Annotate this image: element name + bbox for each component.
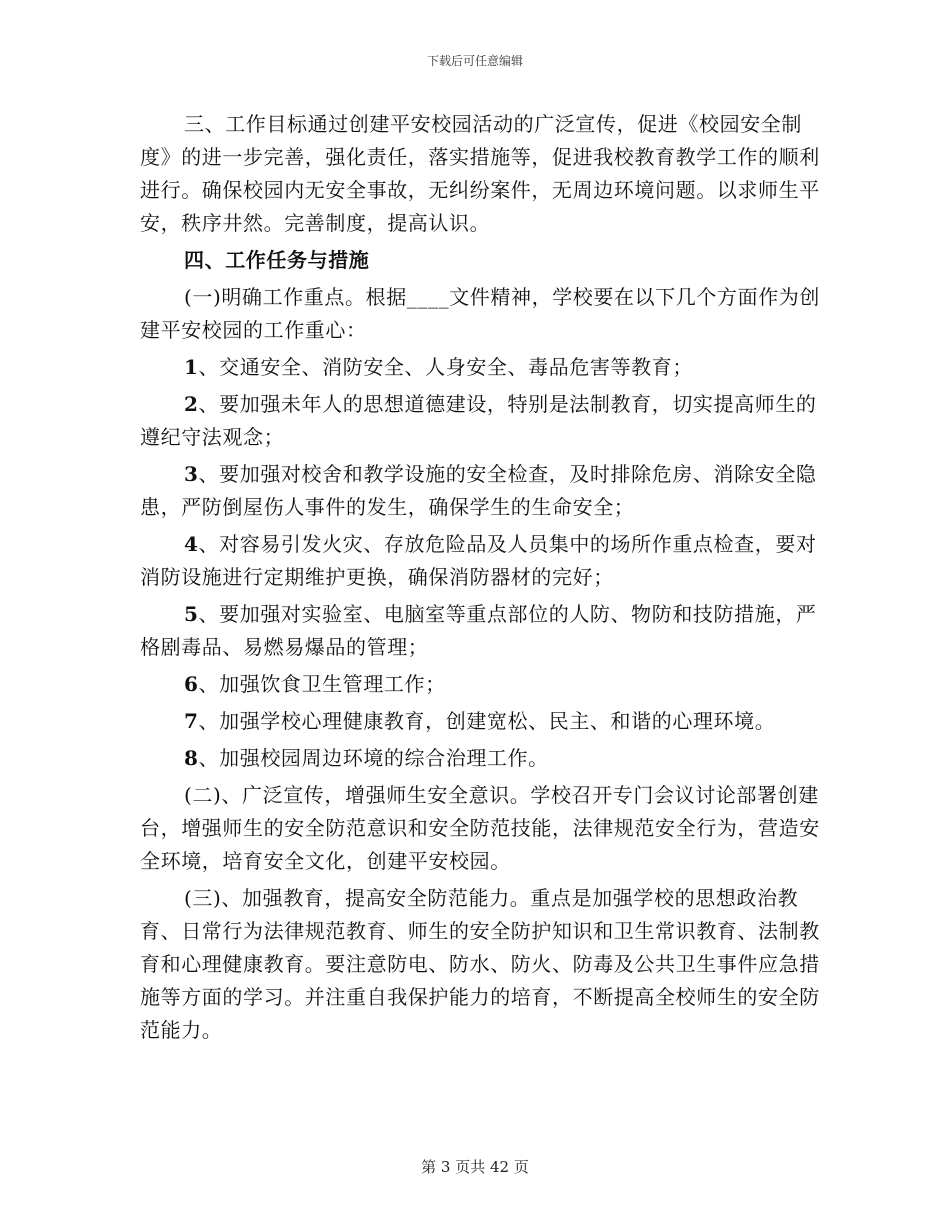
item-text: 、要加强对实验室、电脑室等重点部位的人防、物防和技防措施，严格剧毒品、易燃易爆品的管理；	[140, 602, 817, 659]
section-3-paragraph: 三、工作目标通过创建平安校园活动的广泛宣传，促进《校园安全制度》的进一步完善，强化责任，落实措施等，促进我校教育教学工作的顺利进行。确保校园内无安全事故，无纠纷案件，无周边环境问题。以求师生平安，秩序井然。完善制度，提高认识。	[140, 112, 820, 235]
page-footer: 第 3 页共 42 页	[421, 1158, 529, 1176]
page-header: 下载后可任意编辑	[426, 54, 523, 68]
item-number: 6	[184, 672, 199, 696]
item-text: 、要加强未年人的思想道德建设，特别是法制教育，切实提高师生的遵纪守法观念；	[140, 392, 817, 449]
item-number: 4	[184, 532, 199, 556]
part-2-paragraph: (二)、广泛宣传，增强师生安全意识。学校召开专门会议讨论部署创建台，增强师生的安全防范意识和安全防范技能，法律规范安全行为，营造安全环境，培育安全文化，创建平安校园。	[140, 783, 820, 873]
item-number: 2	[184, 392, 199, 416]
list-item	[140, 598, 830, 664]
item-text: 、加强饮食卫生管理工作；	[198, 672, 446, 696]
item-number: 3	[184, 462, 199, 486]
list-item	[140, 388, 830, 454]
item-text: 、交通安全、消防安全、人身安全、毒品危害等教育；	[198, 355, 693, 379]
list-item	[140, 528, 830, 594]
section-4-title: 四、工作任务与措施	[184, 248, 370, 272]
list-item	[140, 668, 830, 701]
item-number: 5	[184, 602, 199, 626]
item-number: 1	[184, 355, 199, 379]
item-text: 、对容易引发火灾、存放危险品及人员集中的场所作重点检查，要对消防设施进行定期维护更换，确保消防器材的完好；	[140, 532, 817, 589]
list-item	[140, 742, 830, 775]
item-number: 8	[184, 746, 199, 770]
document-body	[140, 108, 830, 1051]
item-text: 、要加强对校舍和教学设施的安全检查，及时排除危房、消除安全隐患，严防倒屋伤人事件的发生，确保学生的生命安全；	[140, 462, 817, 519]
item-number: 7	[184, 709, 199, 733]
part-1-intro: (一)明确工作重点。根据____文件精神，学校要在以下几个方面作为创建平安校园的工作重心：	[140, 285, 821, 342]
list-item	[140, 351, 830, 384]
part-3-paragraph: (三)、加强教育，提高安全防范能力。重点是加强学校的思想政治教育、日常行为法律规范教育、师生的安全防护知识和卫生常识教育、法制教育和心理健康教育。要注意防电、防水、防火、防毒及公共卫生事件应急措施等方面的学习。并注重自我保护能力的培育，不断提高全校师生的安全防范能力。	[140, 886, 820, 1042]
item-text: 、加强学校心理健康教育，创建宽松、民主、和谐的心理环境。	[198, 709, 776, 733]
list-item	[140, 705, 830, 738]
item-text: 、加强校园周边环境的综合治理工作。	[198, 746, 549, 770]
list-item	[140, 458, 830, 524]
